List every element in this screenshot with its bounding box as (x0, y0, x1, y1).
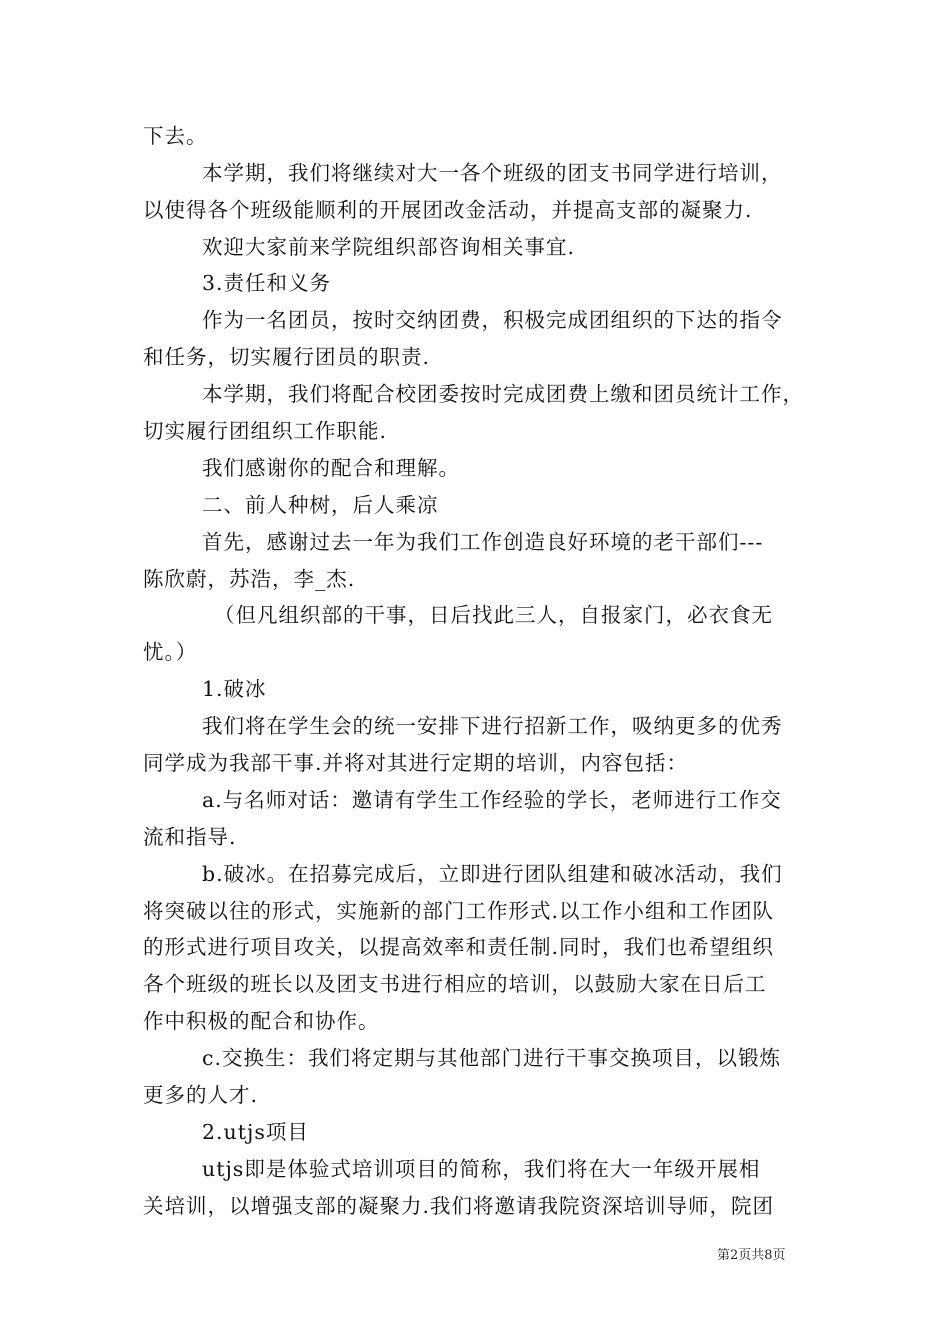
text-line: 首先，感谢过去一年为我们工作创造良好环境的老干部们--- (202, 530, 764, 554)
text-line: 更多的人才. (143, 1083, 259, 1107)
text-line: a.与名师对话：邀请有学生工作经验的学长，老师进行工作交 (202, 788, 782, 812)
text-line: 以使得各个班级能顺利的开展团改金活动，并提高支部的凝聚力. (143, 198, 753, 222)
text-line: 的形式进行项目攻关，以提高效率和责任制.同时，我们也希望组织 (143, 935, 775, 959)
text-line: 关培训，以增强支部的凝聚力.我们将邀请我院资深培训导师，院团 (143, 1194, 775, 1218)
page-number-footer: 第2页共8页 (717, 1248, 786, 1263)
section-heading: 3.责任和义务 (202, 271, 332, 295)
text-line: （但凡组织部的干事，日后找此三人，自报家门，必衣食无 (214, 603, 773, 627)
text-line: 作为一名团员，按时交纳团费，积极完成团组织的下达的指令 (202, 308, 783, 332)
text-line: 下去。 (143, 124, 208, 148)
text-line: 和任务，切实履行团员的职责. (143, 345, 431, 369)
section-heading: 二、前人种树，后人乘凉 (202, 493, 439, 517)
section-heading: 2.utjs项目 (202, 1120, 309, 1144)
text-line: 本学期，我们将配合校团委按时完成团费上缴和团员统计工作， (202, 382, 804, 406)
text-line: 作中积极的配合和协作。 (143, 1009, 380, 1033)
text-line: b.破冰。在招募完成后，立即进行团队组建和破冰活动，我们 (202, 862, 783, 886)
text-line: 切实履行团组织工作职能. (143, 419, 388, 443)
text-line: 忧。） (143, 640, 198, 664)
text-line: 各个班级的班长以及团支书进行相应的培训，以鼓励大家在日后工 (143, 972, 767, 996)
text-line: 我们将在学生会的统一安排下进行招新工作，吸纳更多的优秀 (202, 714, 783, 738)
text-line: 欢迎大家前来学院组织部咨询相关事宜. (202, 235, 576, 259)
text-line: 流和指导. (143, 825, 237, 849)
text-line: 将突破以往的形式，实施新的部门工作形式.以工作小组和工作团队 (143, 899, 775, 923)
text-line: 同学成为我部干事.并将对其进行定期的培训，内容包括： (143, 751, 689, 775)
text-line: 陈欣蔚，苏浩，李_杰. (143, 567, 356, 591)
text-line: utjs即是体验式培训项目的简称，我们将在大一年级开展相 (202, 1157, 761, 1181)
text-line: 本学期，我们将继续对大一各个班级的团支书同学进行培训， (202, 161, 783, 185)
section-heading: 1.破冰 (202, 677, 267, 701)
text-line: 我们感谢你的配合和理解。 (202, 456, 460, 480)
text-line: c.交换生：我们将定期与其他部门进行干事交换项目，以锻炼 (202, 1046, 781, 1070)
